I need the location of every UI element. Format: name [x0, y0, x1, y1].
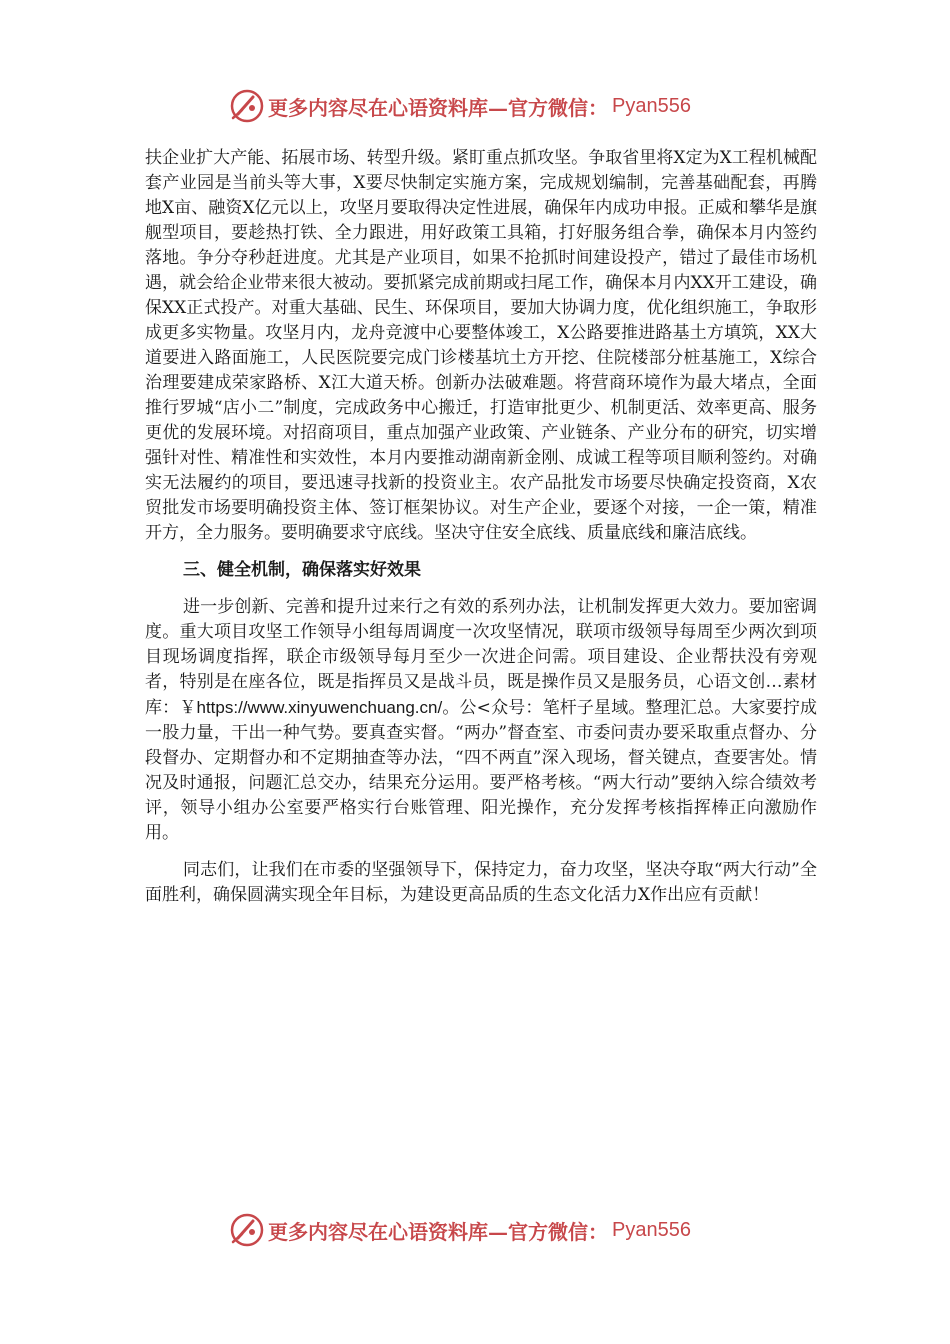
watermark-banner-bottom [228, 1210, 748, 1250]
paragraph-text: 。公<众号：笔杆子星域。整理汇总。大家要拧成一股力量，干出一种气势。要真查实督。“两办”督查室、市委问责办要采取重点督办、分段督办、定期督办和不定期抽查等办法，“四不两直”深入现场，督关键点，查要害处。情况及时通报，问题汇总交办，结果充分运用。要严格考核。“两大行动”要纳入综合绩效考评，领导小组办公室要严格实行台账管理、阳光操作，充分发挥考核指挥棒正向激励作用。 [145, 698, 818, 843]
website-link[interactable]: https://www.xinyuwenchuang.cn/ [196, 698, 443, 717]
brand-logo-icon [228, 1212, 264, 1248]
watermark-text: 更多内容尽在心语资料库—官方微信： [268, 95, 608, 120]
closing-paragraph: 同志们，让我们在市委的坚强领导下，保持定力，奋力攻坚，坚决夺取“两大行动”全面胜利，确保圆满实现全年目标，为建设更高品质的生态文化活力X作出应有贡献！ [145, 860, 817, 905]
section-heading: 三、健全机制，确保落实好效果 [183, 560, 421, 580]
brand-logo-icon [228, 88, 264, 124]
paragraph-text: 进一步创新、完善和提升过来行之有效的系列办法，让机制发挥更大效力。要加密调度。重大项目攻坚工作领导小组每周调度一次攻坚情况，联项市级领导每周至少两次到项目现场调度指挥，联企市级领导每月至少一次进企问需。项目建设、企业帮扶没有旁观者，特别是在座各位，既是指挥员又是战斗员，既是操作员又是服务员，心语文创…素材库：￥ [145, 597, 817, 718]
watermark-wechat-id: Pyan556 [612, 1218, 691, 1241]
watermark-banner-top [228, 86, 748, 126]
document-body [145, 146, 817, 908]
body-paragraph [145, 595, 817, 846]
body-paragraph: 扶企业扩大产能、拓展市场、转型升级。紧盯重点抓攻坚。争取省里将X定为X工程机械配套产业园是当前头等大事，X要尽快制定实施方案，完成规划编制，完善基础配套，再腾地X亩、融资X亿元以上，攻坚月要取得决定性进展，确保年内成功申报。正威和攀华是旗舰型项目，要趁热打铁、全力跟进，用好政策工具箱，打好服务组合拳，确保本月内签约落地。争分夺秒赶进度。尤其是产业项目，如果不抢抓时间建设投产，错过了最佳市场机遇，就会给企业带来很大被动。要抓紧完成前期或扫尾工作，确保本月内XX开工建设，确保XX正式投产。对重大基础、民生、环保项目，要加大协调力度，优化组织施工，争取形成更多实物量。攻坚月内，龙舟竞渡中心要整体竣工，X公路要推进路基土方填筑，XX大道要进入路面施工，人民医院要完成门诊楼基坑土方开挖、住院楼部分桩基施工，X综合治理要建成荣家路桥、X江大道天桥。创新办法破难题。将营商环境作为最大堵点，全面推行罗城“店小二”制度，完成政务中心搬迁，打造审批更少、机制更活、效率更高、服务更优的发展环境。对招商项目，重点加强产业政策、产业链条、产业分布的研究，切实增强针对性、精准性和实效性，本月内要推动湖南新金刚、成诚工程等项目顺利签约。对确实无法履约的项目，要迅速寻找新的投资业主。农产品批发市场要尽快确定投资商，X农贸批发市场要明确投资主体、签订框架协议。对生产企业，要逐个对接，一企一策，精准开方，全力服务。要明确要求守底线。坚决守住安全底线、质量底线和廉洁底线。 [145, 148, 817, 543]
watermark-text: 更多内容尽在心语资料库—官方微信： [268, 1219, 608, 1244]
watermark-wechat-id: Pyan556 [612, 94, 691, 117]
